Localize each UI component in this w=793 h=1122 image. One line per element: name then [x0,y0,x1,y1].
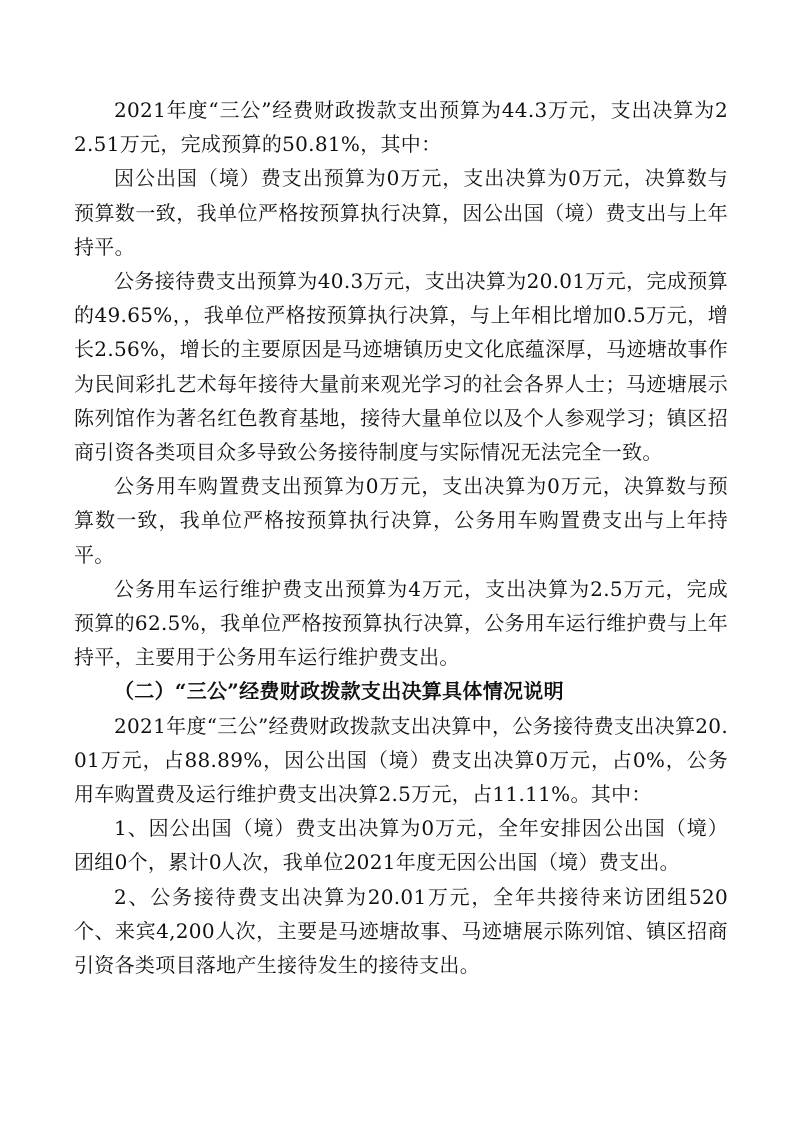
section-heading: （二）“三公”经费财政拨款支出决算具体情况说明 [114,679,564,704]
paragraph-overseas-travel: 因公出国（境）费支出预算为0万元，支出决算为0万元，决算数与预算数一致，我单位严格按预算执行决算，因公出国（境）费支出与上年持平。 [74,166,728,259]
paragraph-vehicle-operation: 公务用车运行维护费支出预算为4万元，支出决算为2.5万元，完成预算的62.5%，我单位严格按预算执行决算，公务用车运行维护费与上年持平，主要用于公务用车运行维护费支出。 [74,576,728,670]
paragraph-final-accounts: 2021年度“三公”经费财政拨款支出决算中，公务接待费支出决算20.01万元，占88.89%，因公出国（境）费支出决算0万元，占0%，公务用车购置费及运行维护费支出决算2.5万元，占11.11%。其中： [74,713,728,807]
paragraph-budget-summary: 2021年度“三公”经费财政拨款支出预算为44.3万元，支出决算为22.51万元，完成预算的50.81%，其中： [74,98,728,157]
document-page [74,93,728,982]
paragraph-vehicle-purchase: 公务用车购置费支出预算为0万元，支出决算为0万元，决算数与预算数一致，我单位严格按预算执行决算，公务用车购置费支出与上年持平。 [74,474,728,567]
paragraph-reception: 公务接待费支出预算为40.3万元，支出决算为20.01万元，完成预算的49.65%，，我单位严格按预算执行决算，与上年相比增加0.5万元，增长2.56%，增长的主要原因是马迹塘镇历史文化底蕴深厚，马迹塘故事作为民间彩扎艺术每年接待大量前来观光学习的社会各界人士；马迹塘展示陈列馆作为著名红色教育基地，接待大量单位以及个人参观学习；镇区招商引资各类项目众多导致公务接待制度与实际情况无法完全一致。 [74,269,728,465]
paragraph-item-2: 2、公务接待费支出决算为20.01万元，全年共接待来访团组520个、来宾4,200人次，主要是马迹塘故事、马迹塘展示陈列馆、镇区招商引资各类项目落地产生接待发生的接待支出。 [74,884,728,978]
paragraph-item-1: 1、因公出国（境）费支出决算为0万元，全年安排因公出国（境）团组0个，累计0人次，我单位2021年度无因公出国（境）费支出。 [74,816,728,875]
